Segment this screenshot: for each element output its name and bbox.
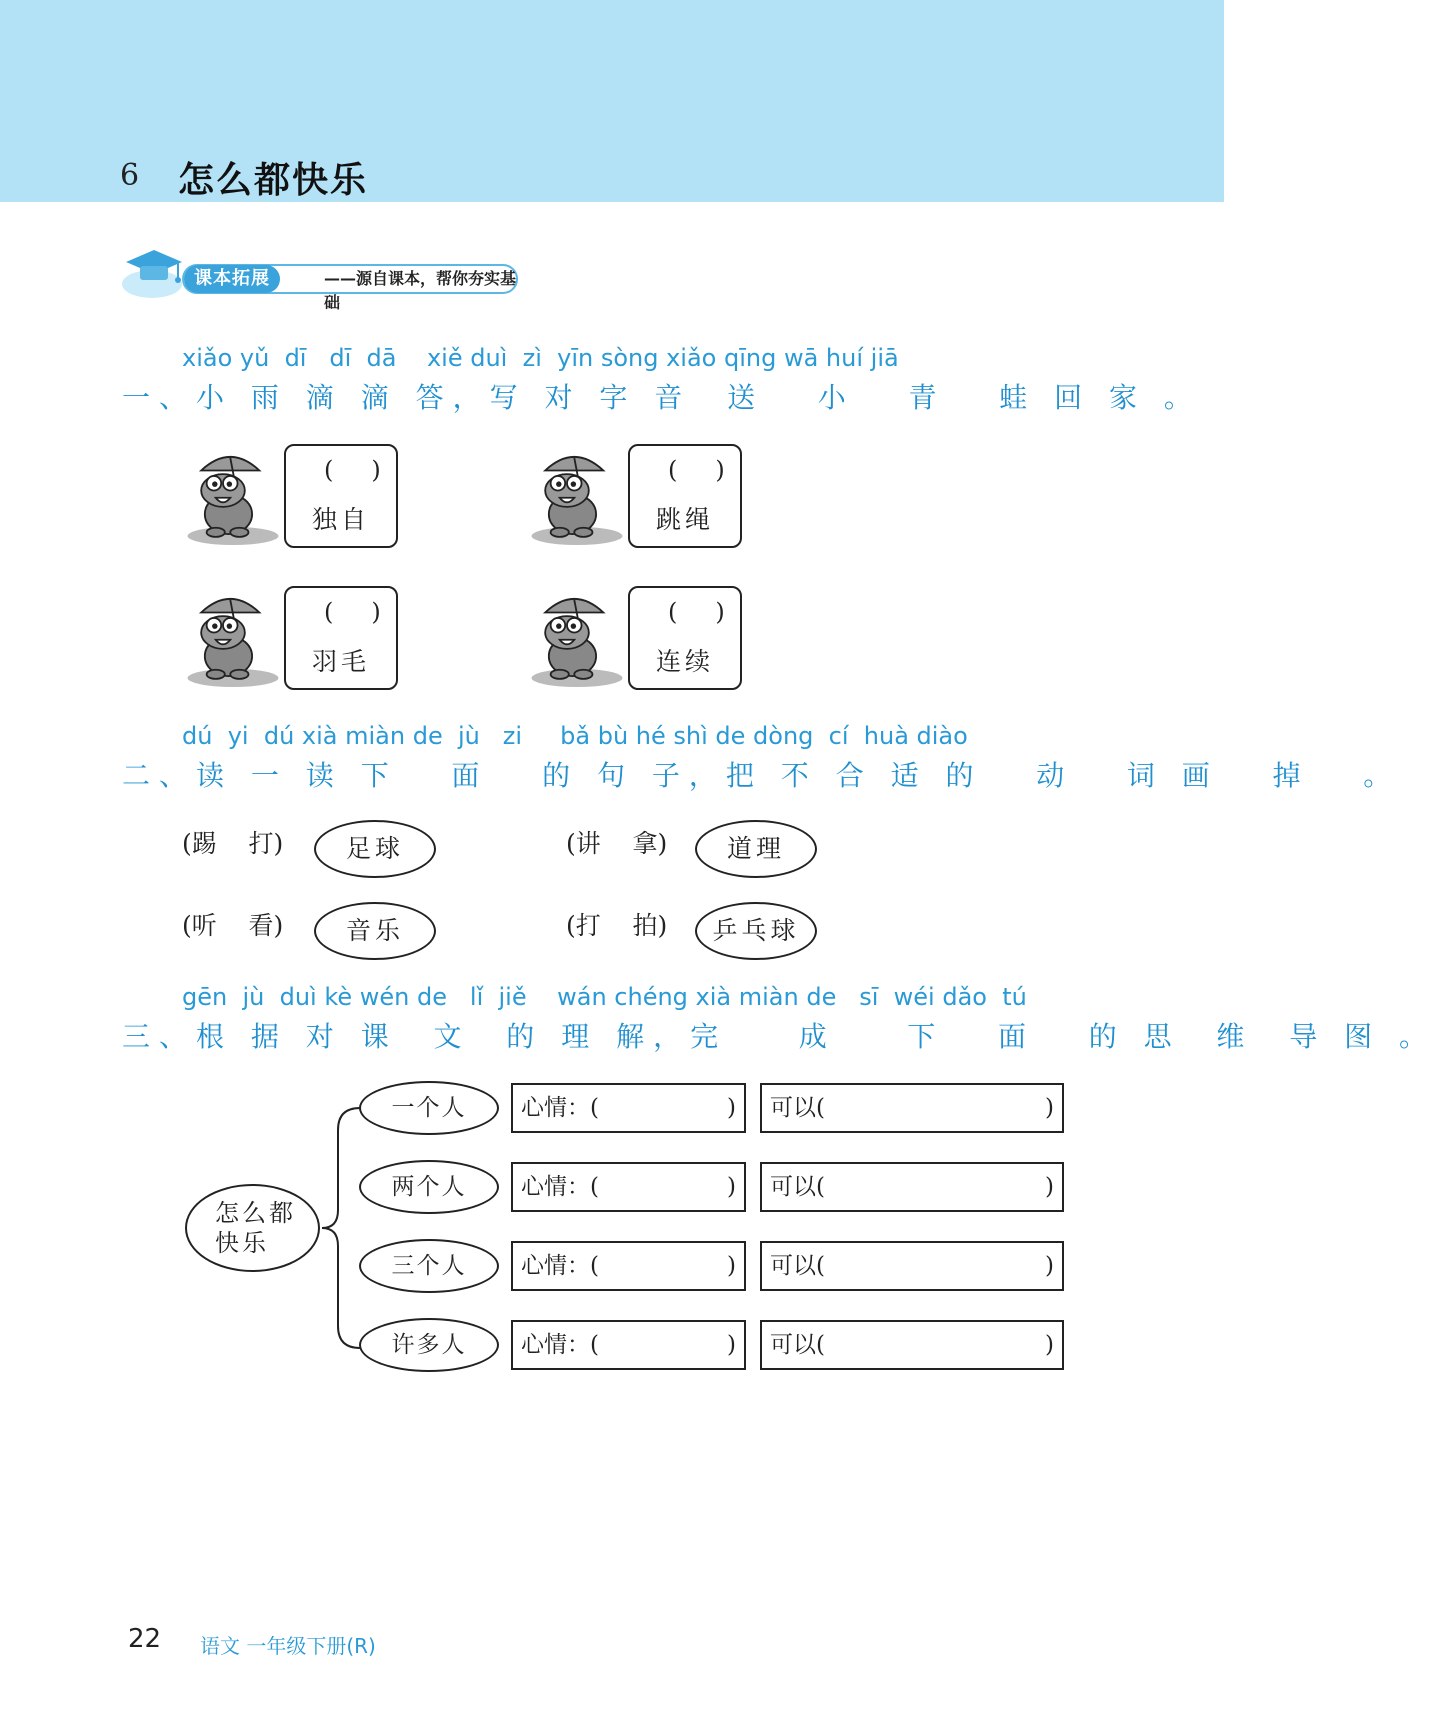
mindmap-brace bbox=[318, 1090, 368, 1370]
pinyin-box[interactable]: () 羽毛 bbox=[284, 586, 398, 690]
frog-umbrella-icon bbox=[527, 438, 627, 553]
verb-choice[interactable]: (打 拍) bbox=[566, 911, 668, 940]
lesson-number: 6 bbox=[120, 158, 140, 193]
verb-choice[interactable]: (听 看) bbox=[182, 911, 284, 940]
word-text: 连续 bbox=[655, 647, 714, 676]
mood-box[interactable]: 心情：( ) bbox=[511, 1083, 746, 1133]
activity-box[interactable]: 可以( ) bbox=[760, 1162, 1064, 1212]
q3-pinyin: gēn jù duì kè wén de lǐ jiě wán chéng xià miàn de sī wéi dǎo tú bbox=[182, 983, 1027, 1011]
frog-umbrella-icon bbox=[183, 438, 283, 553]
pinyin-box[interactable]: () 跳绳 bbox=[628, 444, 742, 548]
frog-umbrella-icon bbox=[527, 580, 627, 695]
q1-title: 一、小 雨 滴 滴 答，写 对 字 音 送 小 青 蛙 回 家 。 bbox=[122, 381, 1201, 414]
q3-title: 三、根 据 对 课 文 的 理 解，完 成 下 面 的 思 维 导 图 。 bbox=[122, 1020, 1436, 1053]
activity-box[interactable]: 可以( ) bbox=[760, 1241, 1064, 1291]
object-oval: 道理 bbox=[695, 820, 817, 878]
mood-box[interactable]: 心情：( ) bbox=[511, 1320, 746, 1370]
word-text: 跳绳 bbox=[655, 505, 714, 534]
pinyin-box[interactable]: () 连续 bbox=[628, 586, 742, 690]
mood-box[interactable]: 心情：( ) bbox=[511, 1241, 746, 1291]
q1-pinyin: xiǎo yǔ dī dī dā xiě duì zì yīn sòng xiǎo qīng wā huí jiā bbox=[182, 344, 899, 372]
q2-pinyin: dú yi dú xià miàn de jù zi bǎ bù hé shì de dòng cí huà diào bbox=[182, 722, 968, 750]
word-text: 独自 bbox=[311, 505, 370, 534]
branch-oval: 三个人 bbox=[359, 1239, 499, 1293]
banner-tagline: ——源自课本，帮你夯实基础 bbox=[324, 269, 517, 312]
activity-box[interactable]: 可以( ) bbox=[760, 1083, 1064, 1133]
object-oval: 乒乓球 bbox=[695, 902, 817, 960]
object-oval: 足球 bbox=[314, 820, 436, 878]
mood-box[interactable]: 心情：( ) bbox=[511, 1162, 746, 1212]
book-title: 语文 一年级下册(R) bbox=[200, 1634, 376, 1658]
mindmap-center: 怎么都 快乐 bbox=[185, 1184, 320, 1272]
graduation-cap-icon bbox=[120, 242, 190, 302]
verb-choice[interactable]: (讲 拿) bbox=[566, 829, 668, 858]
branch-oval: 许多人 bbox=[359, 1318, 499, 1372]
frog-umbrella-icon bbox=[183, 580, 283, 695]
lesson-title: 怎么都快乐 bbox=[178, 159, 369, 201]
activity-box[interactable]: 可以( ) bbox=[760, 1320, 1064, 1370]
page-number: 22 bbox=[128, 1624, 162, 1654]
verb-choice[interactable]: (踢 打) bbox=[182, 829, 284, 858]
pinyin-box[interactable]: () 独自 bbox=[284, 444, 398, 548]
section-banner bbox=[120, 242, 520, 312]
word-text: 羽毛 bbox=[311, 647, 370, 676]
branch-oval: 两个人 bbox=[359, 1160, 499, 1214]
branch-oval: 一个人 bbox=[359, 1081, 499, 1135]
banner-tag: 课本拓展 bbox=[184, 265, 280, 293]
object-oval: 音乐 bbox=[314, 902, 436, 960]
q2-title: 二、读 一 读 下 面 的 句 子，把 不 合 适 的 动 词 画 掉 。 bbox=[122, 759, 1401, 792]
